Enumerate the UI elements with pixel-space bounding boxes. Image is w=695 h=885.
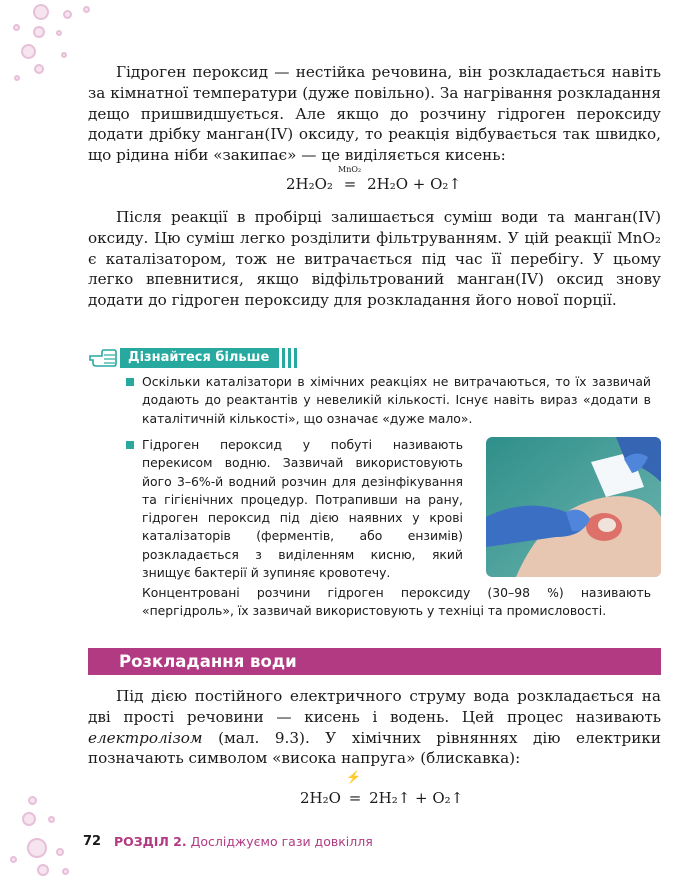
decor-dot — [63, 10, 72, 19]
decor-dot — [48, 816, 55, 823]
decor-dot — [22, 812, 36, 826]
pointing-hand-icon — [88, 347, 118, 369]
equation-sign: = — [348, 789, 362, 807]
decor-dot — [14, 75, 20, 81]
bullet-square — [126, 441, 134, 449]
term-electrolysis: електролізом — [88, 728, 203, 747]
decor-dot — [83, 6, 90, 13]
catalyst-label: MnO₂ — [338, 165, 362, 174]
learn-more-item-1: Оскільки каталізатори в хімічних реакціях не витрачаються, то їх зазвичай додають до реактантів у невеликій кількості. Існує навіть вираз «додати в каталітичній кількості», що означає «дуже мало». — [142, 374, 651, 426]
learn-more-item-2-continued: Концентровані розчини гідроген пероксиду (30–98 %) називають «пергідроль», їх зазвичай використовують у техніці та промисловості. — [142, 585, 651, 619]
decor-dot — [37, 864, 49, 876]
decor-dot — [10, 856, 17, 863]
equation-left: 2H₂O — [300, 789, 341, 807]
footer-subtitle: Досліджуємо гази довкілля — [190, 834, 373, 849]
decor-dot — [34, 64, 44, 74]
paragraph-3 — [88, 686, 661, 769]
equation-right: 2H₂↑ + O₂↑ — [369, 789, 464, 807]
paragraph-3-text: Під дією постійного електричного струму вода розкладається на дві прості речовини — кисень і водень. Цей процес називають — [88, 687, 661, 726]
footer-section — [114, 834, 373, 849]
page-number: 72 — [83, 834, 102, 849]
equation-electrolysis — [300, 770, 464, 807]
decor-dot — [33, 26, 45, 38]
equation-left: 2H₂O₂ — [286, 175, 333, 193]
paragraph-3-text-end: (мал. 9.3). У хімічних рівняннях дію електрики позначають символом «висока напруга» (блискавка): — [88, 728, 661, 768]
decor-dot — [28, 796, 37, 805]
decor-dot — [56, 848, 64, 856]
decor-dot — [62, 868, 69, 875]
learn-more-item-2: Гідроген пероксид у побуті називають перекисом водню. Зазвичай використовують його 3–6%-й водний розчин для дезінфікування та гігієнічних процедур. Потрапивши на рану, гідроген пероксид під дією наявних у крові каталізаторів (ферментів, або ензимів) розкладається з виділенням кисню, який знищує бактерії й зупиняє кровотечу. — [142, 437, 463, 581]
decor-dot — [21, 44, 36, 59]
equation-right: 2H₂O + O₂↑ — [367, 175, 462, 193]
learn-more-title: Дізнайтеся більше — [120, 348, 276, 368]
paragraph-2: Після реакції в пробірці залишається суміш води та манган(IV) оксиду. Цю суміш легко розділити фільтруванням. У цій реакції MnO₂ є каталізатором, тож не витрачається під час її перебігу. У цьому легко впевнитися, якщо відфільтрований манган(IV) оксид знову додати до гідроген пероксиду для розкладання його нової порції. — [88, 208, 661, 310]
learn-more-stripes — [276, 348, 300, 368]
section-title: Розкладання води — [88, 648, 661, 675]
decor-dot — [61, 52, 67, 58]
decor-dot — [13, 24, 20, 31]
footer-section-label: РОЗДІЛ 2. — [114, 834, 187, 849]
equation-peroxide — [286, 165, 462, 193]
paragraph-1: Гідроген пероксид — нестійка речовина, він розкладається навіть за кімнатної температури (дуже повільно). За нагрівання розкладання дещо пришвидшується. Але якщо до розчину гідроген пероксиду додати дрібку манган(IV) оксиду, то реакція відбувається так швидко, що рідина ніби «закипає» — це виділяється кисень: — [88, 63, 661, 165]
equation-sign: = — [343, 175, 357, 193]
lightning-icon: ⚡ — [346, 770, 361, 784]
decor-dot — [56, 30, 62, 36]
decor-dot — [33, 4, 49, 20]
wound-treatment-photo — [486, 437, 661, 577]
bullet-square — [126, 378, 134, 386]
decor-dot — [27, 838, 47, 858]
